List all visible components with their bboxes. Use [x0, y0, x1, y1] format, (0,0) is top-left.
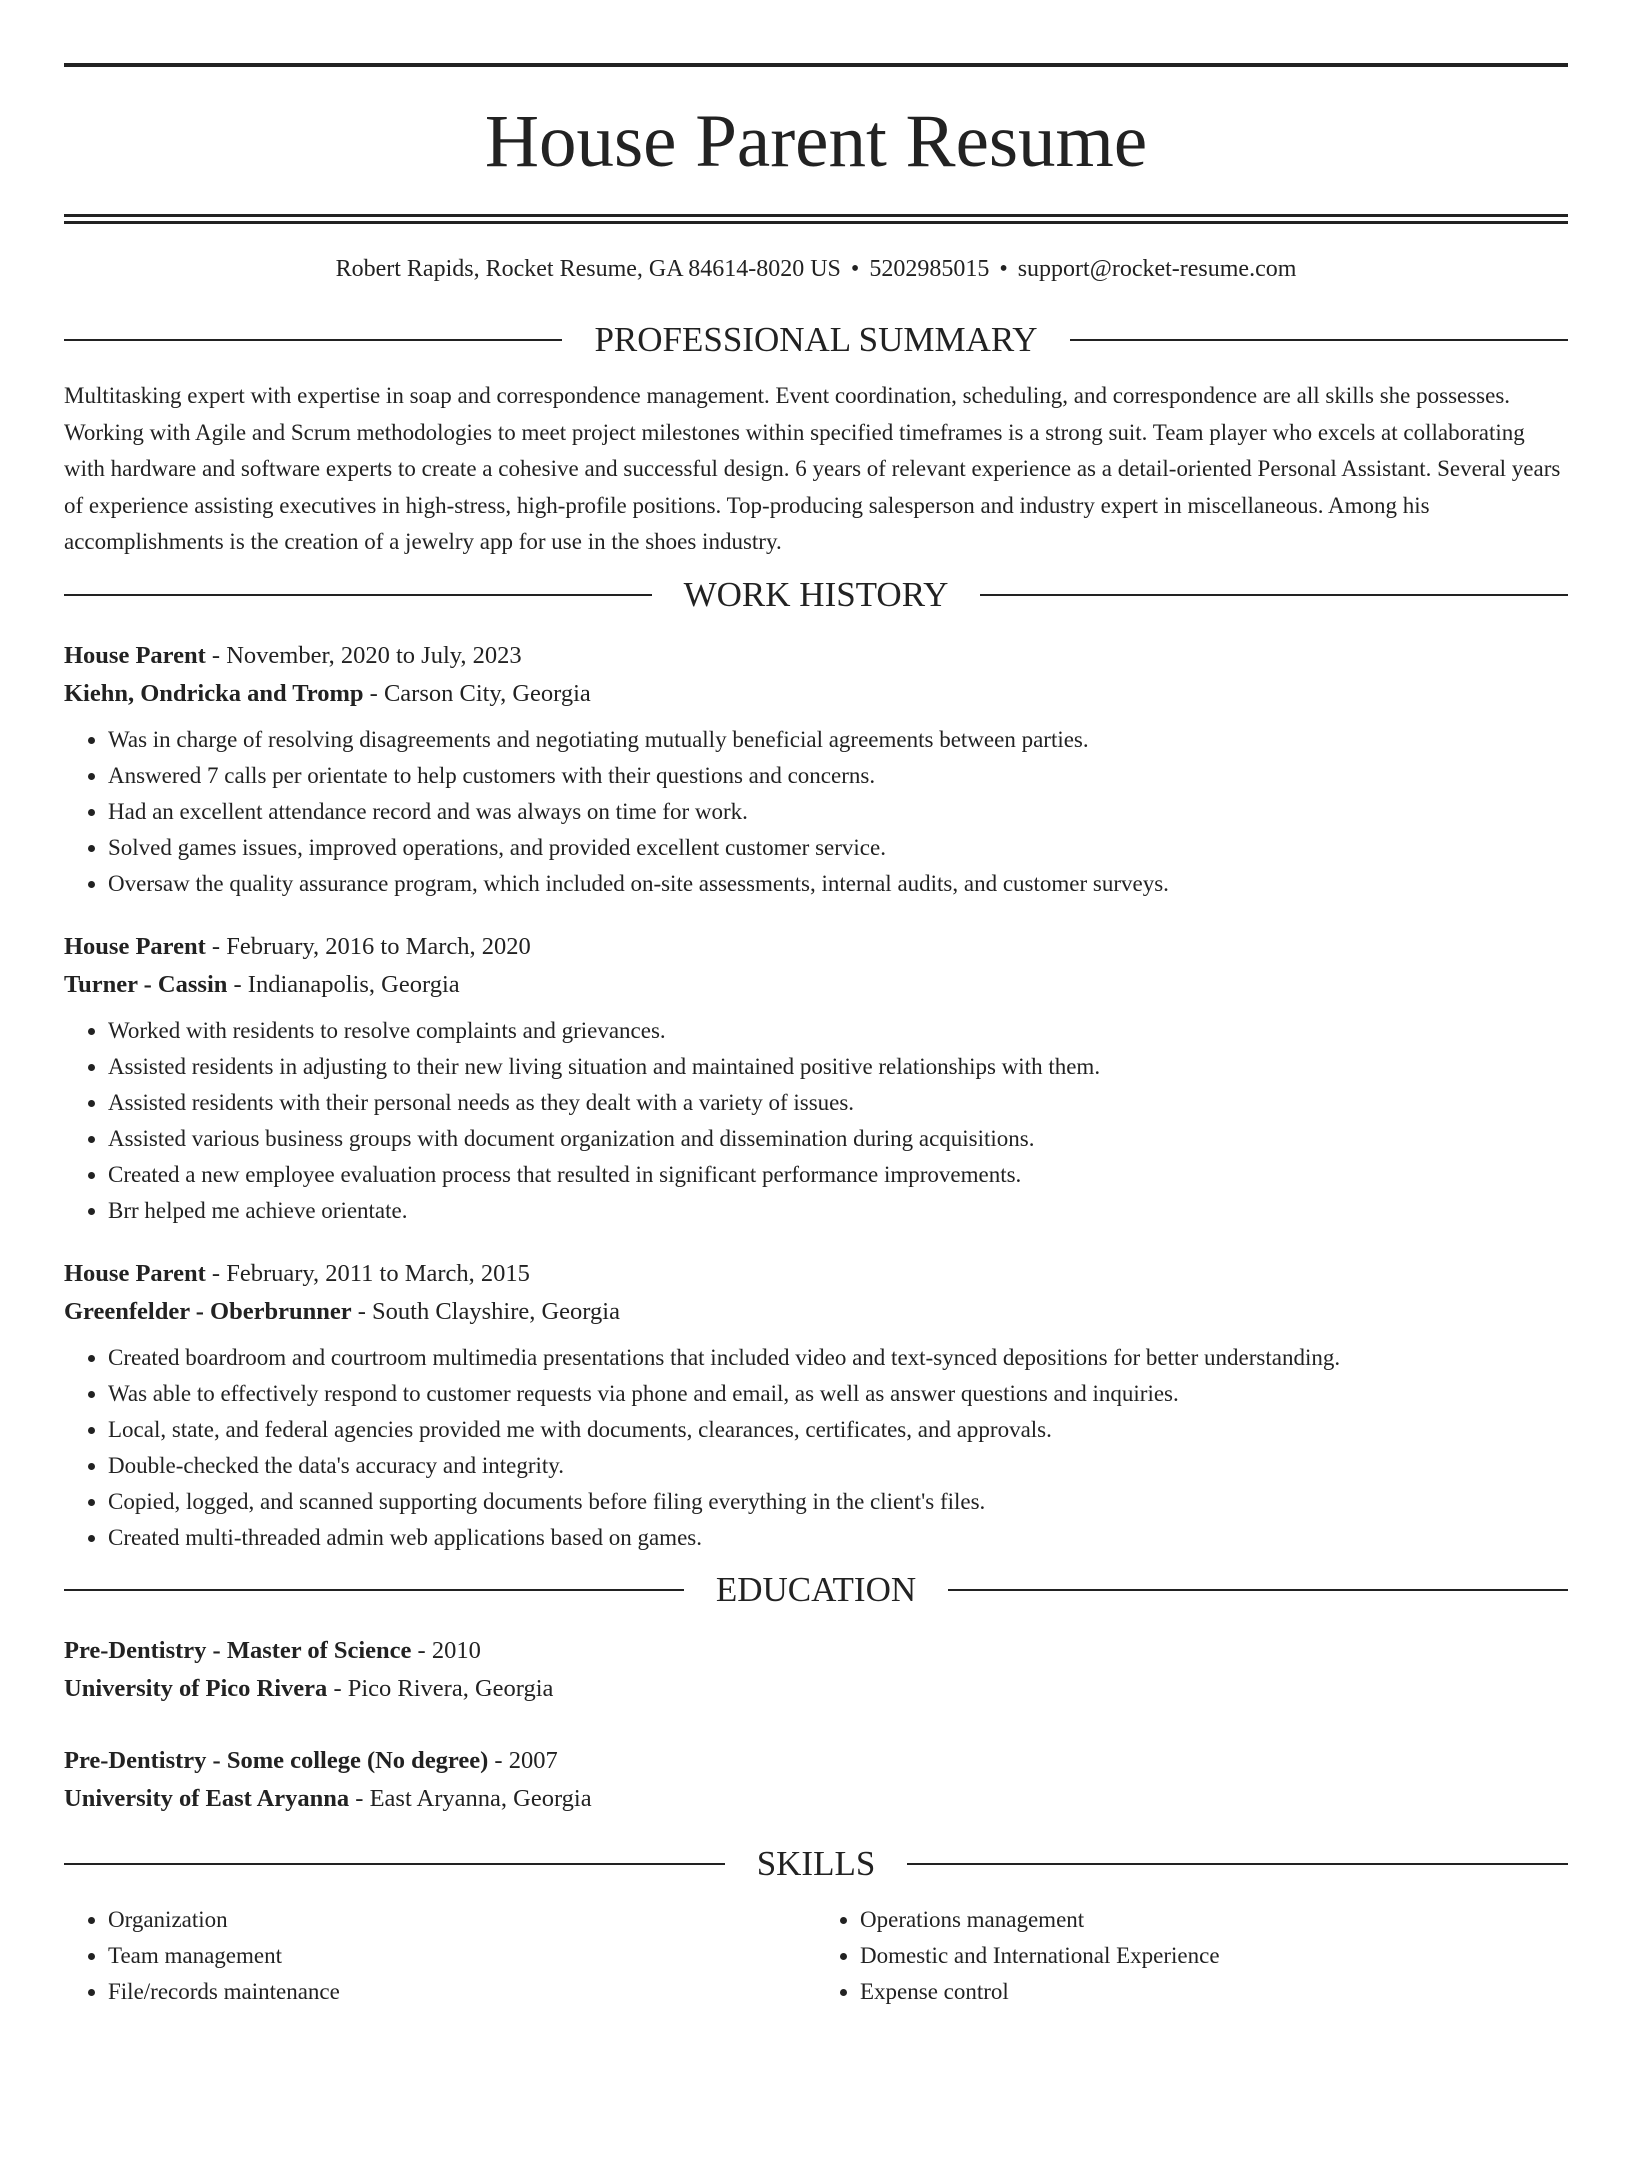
contact-separator: • — [850, 256, 860, 282]
job-duty: • Answered 7 calls per orientate to help customers with their questions and concerns. — [108, 758, 1568, 794]
job-duty: • Assisted residents in adjusting to their new living situation and maintained positive relationships with them. — [108, 1049, 1568, 1085]
job-employer-line — [64, 966, 1568, 1004]
contact-phone: 5202985015 — [869, 256, 990, 282]
job-duty: • Worked with residents to resolve complaints and grievances. — [108, 1013, 1568, 1049]
school-line — [64, 1670, 1568, 1708]
job-duties — [64, 1340, 1568, 1556]
skills-list — [64, 1902, 1568, 2010]
job-title: House Parent — [64, 1259, 206, 1287]
school-name: University of Pico Rivera — [64, 1674, 328, 1702]
job-duty: • Local, state, and federal agencies provided me with documents, clearances, certificates, and approvals. — [108, 1412, 1568, 1448]
job-employer: Greenfelder - Oberbrunner — [64, 1297, 352, 1325]
work-heading: WORK HISTORY — [683, 574, 949, 614]
heading-rule — [980, 594, 1568, 596]
school-location: - Pico Rivera, Georgia — [327, 1674, 554, 1702]
summary-text: Multitasking expert with expertise in soap and correspondence management. Event coordination, scheduling, and correspondence are all skills she possesses. Working with Agile and Scrum methodologies to meet project milestones within specified timeframes is a strong suit. Team player who excels at collaborating with hardware and software experts to create a cohesive and successful design. 6 years of relevant experience as a detail-oriented Personal Assistant. Several years of experience assisting executives in high-stress, high-profile positions. Top-producing salesperson and industry expert in miscellaneous. Among his accomplishments is the creation of a jewelry app for use in the shoes industry. — [64, 383, 1561, 554]
job-duty: • Was able to effectively respond to customer requests via phone and email, as well as answer questions and inquiries. — [108, 1376, 1568, 1412]
job-employer-line — [64, 1293, 1568, 1331]
heading-rule — [1070, 339, 1568, 341]
job-employer: Kiehn, Ondricka and Tromp — [64, 679, 364, 707]
job-duty: • Assisted residents with their personal needs as they dealt with a variety of issues. — [108, 1085, 1568, 1121]
skills-column-left — [64, 1902, 816, 2010]
heading-rule — [64, 594, 652, 596]
contact-separator: • — [999, 256, 1008, 282]
job-location: - South Clayshire, Georgia — [351, 1297, 620, 1325]
job-duties — [64, 722, 1568, 902]
skill-item: • Team management — [108, 1938, 816, 1974]
job-location: - Indianapolis, Georgia — [227, 970, 460, 998]
heading-rule — [907, 1863, 1568, 1865]
job-dates: - February, 2011 to March, 2015 — [205, 1259, 530, 1287]
job-title: House Parent — [64, 641, 206, 669]
job-duty: • Double-checked the data's accuracy and integrity. — [108, 1448, 1568, 1484]
school-line — [64, 1780, 1568, 1818]
job-title-line — [64, 1255, 1568, 1293]
job-entry — [64, 637, 1568, 902]
skill-item: • Expense control — [860, 1974, 1568, 2010]
job-title-line — [64, 637, 1568, 675]
school-location: - East Aryanna, Georgia — [349, 1784, 592, 1812]
job-duty: • Was in charge of resolving disagreements and negotiating mutually beneficial agreements between parties. — [108, 722, 1568, 758]
contact-address: Robert Rapids, Rocket Resume, GA 84614-8020 US — [335, 256, 841, 282]
skills-column-right — [816, 1902, 1568, 2010]
job-duty: • Created a new employee evaluation process that resulted in significant performance improvements. — [108, 1157, 1568, 1193]
work-section-heading — [64, 575, 1568, 615]
job-duty: • Created multi-threaded admin web applications based on games. — [108, 1520, 1568, 1556]
education-heading: EDUCATION — [715, 1569, 917, 1609]
resume-title: House Parent Resume — [484, 100, 1148, 183]
skill-item: • Domestic and International Experience — [860, 1938, 1568, 1974]
resume-page — [64, 63, 1568, 2010]
job-duty: • Created boardroom and courtroom multimedia presentations that included video and text-synced depositions for better understanding. — [108, 1340, 1568, 1376]
job-employer: Turner - Cassin — [64, 970, 228, 998]
summary-heading: PROFESSIONAL SUMMARY — [594, 320, 1038, 359]
contact-email: support@rocket-resume.com — [1017, 256, 1297, 282]
school-name: University of East Aryanna — [64, 1784, 350, 1812]
job-dates: - November, 2020 to July, 2023 — [205, 641, 522, 669]
job-duty: • Assisted various business groups with document organization and dissemination during acquisitions. — [108, 1121, 1568, 1157]
job-duty: • Oversaw the quality assurance program, which included on-site assessments, internal audits, and customer surveys. — [108, 866, 1568, 902]
degree-name: Pre-Dentistry - Some college (No degree) — [64, 1746, 489, 1774]
contact-line — [64, 254, 1568, 284]
summary-section-heading — [64, 320, 1568, 360]
skill-item: • File/records maintenance — [108, 1974, 816, 2010]
job-employer-line — [64, 675, 1568, 713]
heading-rule — [948, 1589, 1568, 1591]
skill-item: • Organization — [108, 1902, 816, 1938]
job-title: House Parent — [64, 932, 206, 960]
job-entry — [64, 1255, 1568, 1556]
degree-line — [64, 1632, 1568, 1670]
job-title-line — [64, 928, 1568, 966]
heading-rule — [64, 1863, 725, 1865]
top-rule — [64, 63, 1568, 67]
education-section-heading — [64, 1570, 1568, 1610]
job-duty: • Brr helped me achieve orientate. — [108, 1193, 1568, 1229]
skills-heading: SKILLS — [756, 1843, 876, 1883]
degree-name: Pre-Dentistry - Master of Science — [64, 1636, 412, 1664]
education-entry — [64, 1632, 1568, 1708]
job-dates: - February, 2016 to March, 2020 — [205, 932, 531, 960]
degree-year: - 2010 — [411, 1636, 481, 1664]
heading-rule — [64, 1589, 684, 1591]
job-duties — [64, 1013, 1568, 1229]
job-duty: • Solved games issues, improved operations, and provided excellent customer service. — [108, 830, 1568, 866]
heading-rule — [64, 339, 562, 341]
education-entry — [64, 1742, 1568, 1818]
degree-line — [64, 1742, 1568, 1780]
degree-year: - 2007 — [488, 1746, 558, 1774]
job-location: - Carson City, Georgia — [363, 679, 591, 707]
job-duty: • Copied, logged, and scanned supporting documents before filing everything in the client's files. — [108, 1484, 1568, 1520]
job-duty: • Had an excellent attendance record and was always on time for work. — [108, 794, 1568, 830]
skills-section-heading — [64, 1844, 1568, 1884]
title-double-rule — [64, 214, 1568, 224]
job-entry — [64, 928, 1568, 1229]
skill-item: • Operations management — [860, 1902, 1568, 1938]
